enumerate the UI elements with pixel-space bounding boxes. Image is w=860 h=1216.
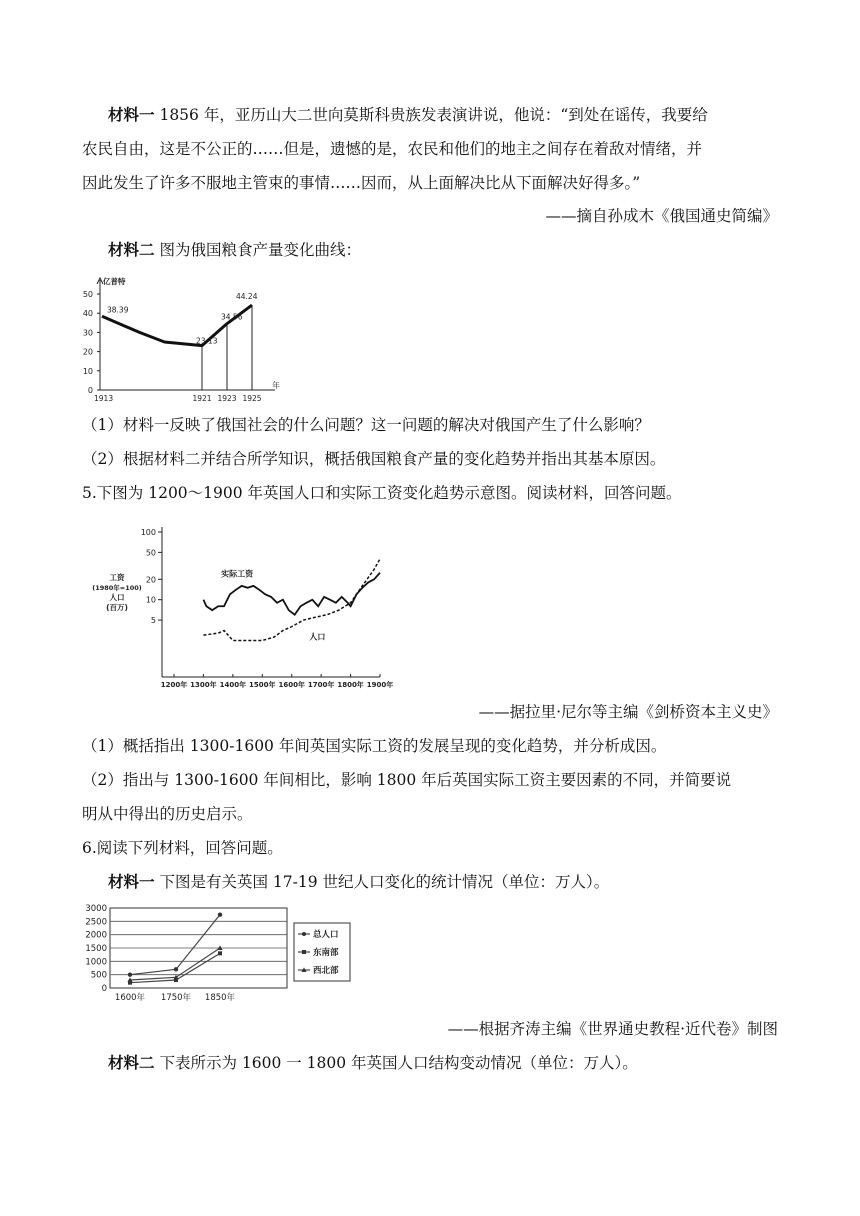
q4-material2-line — [108, 239, 361, 261]
data-point — [218, 951, 222, 955]
q4-material1-line3: 因此发生了许多不服地主管束的事情……因而，从上面解决比从下面解决好得多。” — [82, 174, 641, 192]
y-axis-title-line: 工资 — [109, 573, 125, 582]
y-tick-label: 3000 — [85, 904, 107, 914]
data-point — [174, 967, 178, 971]
series-line-3 — [130, 948, 220, 980]
wage-population-chart — [92, 522, 402, 692]
x-tick-label: 1921 — [192, 394, 212, 403]
y-tick-label: 10 — [145, 595, 156, 605]
data-point — [128, 972, 132, 976]
population-series-label: 人口 — [309, 632, 326, 642]
y-tick-label: 5 — [150, 616, 156, 626]
wage-series-label: 实际工资 — [221, 569, 254, 579]
y-tick-label: 1000 — [85, 957, 107, 968]
x-tick-label: 1600年 — [278, 681, 305, 689]
q6-material1-line — [108, 871, 609, 893]
q4-material2-text: 图为俄国粮食产量变化曲线： — [159, 241, 361, 259]
data-label: 34.56 — [221, 312, 243, 322]
q4-material1-line2: 农民自由，这是不公正的……但是，遗憾的是，农民和他们的地主之间存在着敌对情绪，并 — [82, 140, 703, 158]
y-tick-label: 0 — [101, 984, 107, 994]
legend-marker — [302, 932, 306, 936]
y-axis-title-line: 人口 — [109, 593, 125, 602]
x-tick-label: 1923 — [217, 394, 237, 403]
q5-question2-line2: 明从中得出的历史启示。 — [82, 805, 253, 823]
y-tick-label: 40 — [82, 309, 93, 319]
wage-series-line — [203, 573, 380, 615]
q4-material2-label: 材料二 — [108, 241, 155, 259]
q6-source: ——根据齐涛主编《世界通史教程·近代卷》制图 — [447, 1020, 778, 1038]
x-axis-title: 年 — [272, 381, 280, 390]
y-axis-title-line: (1980年=100) — [92, 584, 142, 592]
y-axis-title-line: (百万) — [106, 603, 128, 612]
x-tick-label: 1900年 — [366, 681, 394, 689]
y-tick-label: 50 — [145, 548, 156, 558]
legend-marker — [302, 950, 306, 954]
q5-source: ——据拉里·尼尔等主编《剑桥资本主义史》 — [478, 703, 778, 721]
q6-material1-label: 材料一 — [108, 873, 155, 891]
x-tick-label: 1200年 — [160, 681, 188, 689]
series-line-1 — [130, 915, 220, 975]
y-tick-label: 30 — [82, 328, 93, 338]
y-tick-label: 1500 — [85, 944, 107, 954]
y-tick-label: 20 — [145, 575, 156, 585]
grain-output-chart — [80, 272, 300, 407]
y-tick-label: 500 — [90, 970, 107, 981]
q4-question1: （1）材料一反映了俄国社会的什么问题？这一问题的解决对俄国产生了什么影响？ — [82, 416, 650, 434]
q5-question1: （1）概括指出 1300-1600 年间英国实际工资的发展呈现的变化趋势，并分析成因。 — [82, 737, 667, 755]
y-tick-label: 0 — [87, 386, 93, 395]
legend-label: 西北部 — [313, 966, 339, 976]
x-tick-label: 1500年 — [249, 681, 276, 689]
q4-material1-source: ——摘自孙成木《俄国通史简编》 — [545, 207, 778, 225]
x-tick-label: 1750年 — [160, 993, 192, 1003]
data-label: 23.13 — [196, 336, 218, 346]
legend-label: 东南部 — [313, 948, 339, 958]
data-label: 38.39 — [107, 305, 129, 315]
y-tick-label: 2000 — [85, 930, 107, 941]
y-tick-label: 2500 — [85, 917, 107, 928]
y-tick-label: 10 — [82, 366, 93, 376]
q5-question2-line1: （2）指出与 1300-1600 年间相比，影响 1800 年后英国实际工资主要因素的不同，并简要说 — [82, 771, 732, 789]
data-point — [218, 912, 222, 916]
population-chart — [82, 903, 362, 1003]
legend-label: 总人口 — [313, 930, 339, 940]
x-tick-label: 1800年 — [337, 681, 364, 689]
q6-stem: 6.阅读下列材料，回答问题。 — [82, 839, 283, 857]
q6-material2-label: 材料二 — [108, 1054, 155, 1072]
data-label: 44.24 — [236, 292, 258, 302]
x-tick-label: 1700年 — [307, 681, 335, 689]
x-tick-label: 1850年 — [204, 993, 236, 1003]
q4-material1-text: 1856 年，亚历山大二世向莫斯科贵族发表演讲说，他说：“到处在谣传，我要给 — [159, 106, 708, 124]
q4-material1-line1 — [108, 104, 708, 126]
y-tick-label: 20 — [82, 347, 93, 357]
x-tick-label: 1913 — [94, 394, 114, 403]
y-tick-label: 50 — [82, 290, 93, 299]
x-tick-label: 1600年 — [114, 993, 146, 1003]
x-tick-label: 1300年 — [190, 681, 217, 689]
q6-material2-line — [108, 1052, 638, 1074]
x-tick-label: 1925 — [242, 394, 262, 403]
q6-material2-text: 下表所示为 1600 一 1800 年英国人口结构变动情况（单位：万人）。 — [159, 1054, 638, 1072]
y-axis-title: 亿普特 — [103, 277, 126, 286]
q5-stem: 5.下图为 1200～1900 年英国人口和实际工资变化趋势示意图。阅读材料，回答问题。 — [82, 484, 682, 502]
x-tick-label: 1400年 — [219, 681, 247, 689]
q6-material1-text: 下图是有关英国 17-19 世纪人口变化的统计情况（单位：万人）。 — [159, 873, 610, 891]
y-tick-label: 100 — [140, 528, 156, 537]
q4-question2: （2）根据材料二并结合所学知识，概括俄国粮食产量的变化趋势并指出其基本原因。 — [82, 450, 666, 468]
q4-material1-label: 材料一 — [108, 106, 155, 124]
